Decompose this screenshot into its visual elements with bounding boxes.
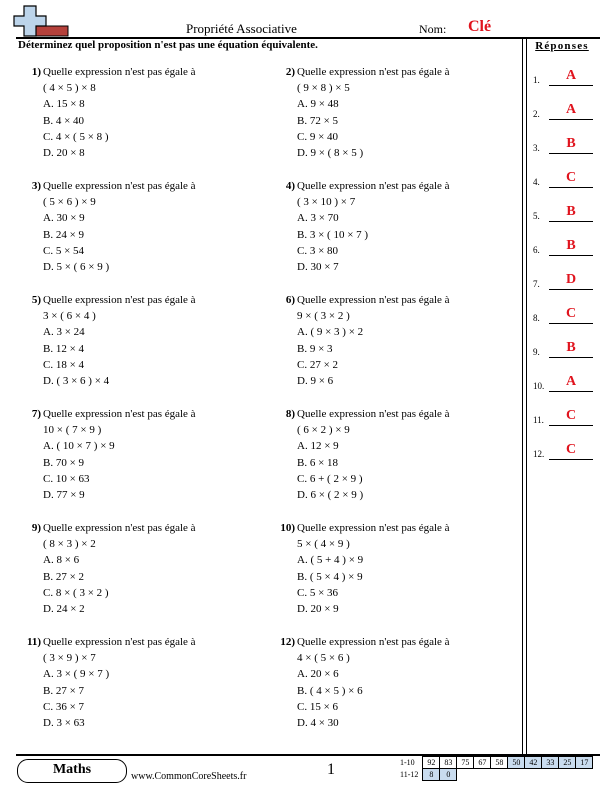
answer-row bbox=[533, 170, 595, 188]
answer-row bbox=[533, 374, 595, 392]
question-option: A. 15 × 8 bbox=[43, 98, 85, 111]
question-prompt: Quelle expression n'est pas égale à bbox=[43, 408, 196, 420]
answer-number: 7. bbox=[533, 279, 540, 289]
question-option: D. 30 × 7 bbox=[297, 261, 339, 274]
answer-line bbox=[549, 425, 593, 426]
question bbox=[280, 520, 527, 617]
answer-number: 4. bbox=[533, 177, 540, 187]
question-expression: 9 × ( 3 × 2 ) bbox=[297, 310, 350, 323]
question-number: 12) bbox=[280, 636, 295, 648]
question-option: A. ( 10 × 7 ) × 9 bbox=[43, 440, 115, 453]
answer-row bbox=[533, 442, 595, 460]
question-prompt: Quelle expression n'est pas égale à bbox=[43, 636, 196, 648]
answer-number: 5. bbox=[533, 211, 540, 221]
question-option: B. 3 × ( 10 × 7 ) bbox=[297, 228, 369, 241]
question-option: C. 10 × 63 bbox=[43, 472, 90, 485]
question-option: B. 27 × 2 bbox=[43, 570, 85, 583]
answer-line bbox=[549, 459, 593, 460]
answer-number: 6. bbox=[533, 245, 540, 255]
question-option: B. 12 × 4 bbox=[43, 342, 85, 355]
question-option: C. 6 + ( 2 × 9 ) bbox=[297, 472, 363, 485]
question-expression: 4 × ( 5 × 6 ) bbox=[297, 652, 350, 665]
question-prompt: Quelle expression n'est pas égale à bbox=[297, 294, 450, 306]
question-option: A. 9 × 48 bbox=[297, 98, 339, 111]
question-option: C. 5 × 54 bbox=[43, 244, 85, 257]
answer-row bbox=[533, 306, 595, 324]
question-prompt: Quelle expression n'est pas égale à bbox=[297, 522, 450, 534]
question-option: A. 3 × ( 9 × 7 ) bbox=[43, 668, 110, 681]
question-option: B. 6 × 18 bbox=[297, 456, 339, 469]
answer-number: 9. bbox=[533, 347, 540, 357]
question-number: 7) bbox=[31, 408, 41, 420]
score-cell: 25 bbox=[559, 757, 576, 769]
question-option: B. 4 × 40 bbox=[43, 114, 85, 127]
answer-number: 3. bbox=[533, 143, 540, 153]
question-option: A. 30 × 9 bbox=[43, 212, 85, 225]
question bbox=[285, 64, 527, 161]
question-number: 11) bbox=[26, 636, 41, 648]
answer-line bbox=[549, 221, 593, 222]
question-expression: 10 × ( 7 × 9 ) bbox=[43, 424, 102, 437]
question-option: A. 3 × 70 bbox=[297, 212, 339, 225]
question-option: D. 3 × 63 bbox=[43, 717, 85, 730]
question-expression: 5 × ( 4 × 9 ) bbox=[297, 538, 350, 551]
answer-row bbox=[533, 136, 595, 154]
question-option: B. 70 × 9 bbox=[43, 456, 85, 469]
question bbox=[31, 406, 273, 503]
score-cell: 67 bbox=[474, 757, 491, 769]
answer-line bbox=[549, 391, 593, 392]
question bbox=[31, 520, 273, 617]
question-option: D. 6 × ( 2 × 9 ) bbox=[297, 489, 364, 502]
page-title: Propriété Associative bbox=[186, 21, 297, 36]
question-option: A. ( 9 × 3 ) × 2 bbox=[297, 326, 364, 339]
question-option: A. ( 5 + 4 ) × 9 bbox=[297, 554, 364, 567]
answer-line bbox=[549, 323, 593, 324]
question bbox=[285, 292, 527, 389]
question bbox=[285, 406, 527, 503]
answer-row bbox=[533, 204, 595, 222]
question-expression: ( 5 × 6 ) × 9 bbox=[43, 196, 96, 209]
score-row bbox=[398, 757, 593, 769]
score-row bbox=[398, 769, 593, 781]
question-option: C. 8 × ( 3 × 2 ) bbox=[43, 586, 109, 599]
question-expression: ( 8 × 3 ) × 2 bbox=[43, 538, 96, 551]
question bbox=[26, 634, 273, 731]
answer-line bbox=[549, 153, 593, 154]
question-option: D. 20 × 9 bbox=[297, 603, 339, 616]
question-option: D. ( 3 × 6 ) × 4 bbox=[43, 375, 110, 388]
question-prompt: Quelle expression n'est pas égale à bbox=[297, 408, 450, 420]
answer-number: 8. bbox=[533, 313, 540, 323]
name-label: Nom: bbox=[419, 22, 447, 36]
question-option: B. 9 × 3 bbox=[297, 342, 333, 355]
question-option: B. 27 × 7 bbox=[43, 684, 85, 697]
answer-number: 1. bbox=[533, 75, 540, 85]
question-option: B. 24 × 9 bbox=[43, 228, 85, 241]
question-prompt: Quelle expression n'est pas égale à bbox=[297, 66, 450, 78]
answer-line bbox=[549, 119, 593, 120]
question-option: D. 4 × 30 bbox=[297, 717, 339, 730]
question-number: 5) bbox=[31, 294, 41, 306]
subject-label: Maths bbox=[52, 762, 92, 777]
question-option: C. 9 × 40 bbox=[297, 130, 339, 143]
question-option: D. 77 × 9 bbox=[43, 489, 85, 502]
question-option: C. 5 × 36 bbox=[297, 586, 339, 599]
question-option: B. ( 5 × 4 ) × 9 bbox=[297, 570, 363, 583]
question bbox=[285, 178, 527, 275]
question-expression: ( 4 × 5 ) × 8 bbox=[43, 82, 96, 95]
score-cell: 17 bbox=[576, 757, 593, 769]
question-option: A. 3 × 24 bbox=[43, 326, 85, 339]
answer-row bbox=[533, 408, 595, 426]
score-cell: 0 bbox=[440, 769, 457, 781]
score-cell: 83 bbox=[440, 757, 457, 769]
question-number: 2) bbox=[285, 66, 295, 78]
question-option: A. 20 × 6 bbox=[297, 668, 339, 681]
question bbox=[280, 634, 527, 731]
question-option: D. 24 × 2 bbox=[43, 603, 85, 616]
answer-number: 12. bbox=[533, 449, 545, 459]
score-range-label: 11-12 bbox=[400, 770, 419, 779]
score-cell: 75 bbox=[457, 757, 474, 769]
question-option: A. 8 × 6 bbox=[43, 554, 80, 567]
question-number: 8) bbox=[285, 408, 295, 420]
answer-value: B bbox=[566, 204, 576, 219]
question-expression: ( 6 × 2 ) × 9 bbox=[297, 424, 350, 437]
question-number: 3) bbox=[31, 180, 41, 192]
score-cell: 33 bbox=[542, 757, 559, 769]
question-option: D. 5 × ( 6 × 9 ) bbox=[43, 261, 110, 274]
question-prompt: Quelle expression n'est pas égale à bbox=[297, 180, 450, 192]
answer-number: 10. bbox=[533, 381, 545, 391]
question-expression: ( 3 × 10 ) × 7 bbox=[297, 196, 356, 209]
question-prompt: Quelle expression n'est pas égale à bbox=[297, 636, 450, 648]
answer-value: B bbox=[566, 238, 576, 253]
question-prompt: Quelle expression n'est pas égale à bbox=[43, 66, 196, 78]
question-number: 9) bbox=[31, 522, 41, 534]
answer-row bbox=[533, 272, 595, 290]
answer-line bbox=[549, 187, 593, 188]
question-number: 10) bbox=[280, 522, 295, 534]
answer-value: C bbox=[565, 408, 577, 423]
question-option: D. 9 × ( 8 × 5 ) bbox=[297, 147, 364, 160]
page-number: 1 bbox=[327, 761, 335, 778]
answer-row bbox=[533, 340, 595, 358]
name-value: Clé bbox=[468, 18, 492, 35]
answer-number: 2. bbox=[533, 109, 540, 119]
score-table bbox=[398, 756, 593, 781]
answer-value: A bbox=[565, 68, 577, 83]
question-option: C. 18 × 4 bbox=[43, 358, 85, 371]
website-link: www.CommonCoreSheets.fr bbox=[131, 771, 247, 782]
answer-row bbox=[533, 238, 595, 256]
answer-value: C bbox=[565, 306, 577, 321]
answer-value: C bbox=[565, 170, 577, 185]
question-option: B. 72 × 5 bbox=[297, 114, 339, 127]
answer-value: A bbox=[565, 102, 577, 117]
answer-row bbox=[533, 68, 595, 86]
instructions: Déterminez quel proposition n'est pas une équation équivalente. bbox=[18, 39, 318, 51]
question-expression: ( 9 × 8 ) × 5 bbox=[297, 82, 350, 95]
question-option: C. 4 × ( 5 × 8 ) bbox=[43, 130, 109, 143]
question bbox=[31, 292, 273, 389]
question bbox=[31, 178, 273, 275]
question-number: 4) bbox=[285, 180, 295, 192]
answer-line bbox=[549, 289, 593, 290]
answer-line bbox=[549, 255, 593, 256]
answer-value: A bbox=[565, 374, 577, 389]
question-option: D. 20 × 8 bbox=[43, 147, 85, 160]
question-option: C. 36 × 7 bbox=[43, 700, 85, 713]
answer-value: D bbox=[565, 272, 577, 287]
plus-logo-icon bbox=[10, 4, 70, 38]
score-cell: 8 bbox=[423, 769, 440, 781]
answer-value: B bbox=[566, 136, 576, 151]
answer-value: B bbox=[566, 340, 576, 355]
question-prompt: Quelle expression n'est pas égale à bbox=[43, 180, 196, 192]
question-prompt: Quelle expression n'est pas égale à bbox=[43, 294, 196, 306]
question-option: C. 3 × 80 bbox=[297, 244, 339, 257]
question bbox=[31, 64, 273, 161]
answer-value: C bbox=[565, 442, 577, 457]
question-expression: 3 × ( 6 × 4 ) bbox=[43, 310, 96, 323]
question-option: D. 9 × 6 bbox=[297, 375, 334, 388]
answer-line bbox=[549, 85, 593, 86]
answers-title: Réponses bbox=[535, 40, 589, 52]
question-number: 6) bbox=[285, 294, 295, 306]
score-cell: 92 bbox=[423, 757, 440, 769]
question-option: A. 12 × 9 bbox=[297, 440, 339, 453]
question-option: C. 15 × 6 bbox=[297, 700, 339, 713]
answer-line bbox=[549, 357, 593, 358]
question-number: 1) bbox=[31, 66, 41, 78]
score-range-label: 1-10 bbox=[400, 758, 415, 767]
score-cell: 50 bbox=[508, 757, 525, 769]
question-option: B. ( 4 × 5 ) × 6 bbox=[297, 684, 363, 697]
question-prompt: Quelle expression n'est pas égale à bbox=[43, 522, 196, 534]
answer-row bbox=[533, 102, 595, 120]
score-cell: 42 bbox=[525, 757, 542, 769]
answer-number: 11. bbox=[533, 415, 544, 425]
score-cell: 58 bbox=[491, 757, 508, 769]
question-option: C. 27 × 2 bbox=[297, 358, 339, 371]
question-expression: ( 3 × 9 ) × 7 bbox=[43, 652, 96, 665]
